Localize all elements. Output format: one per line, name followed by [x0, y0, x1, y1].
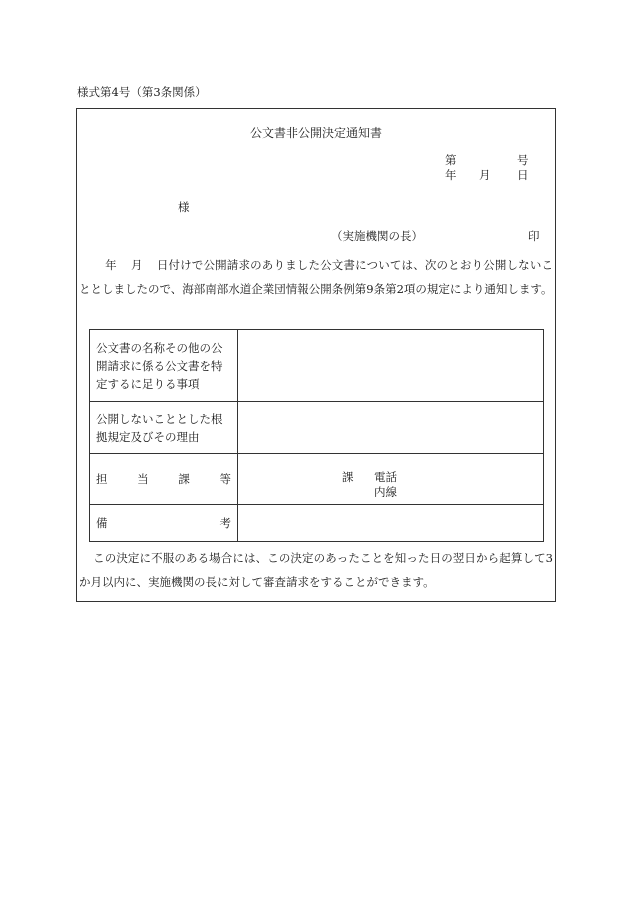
body-paragraph: [79, 254, 553, 301]
seal-mark: 印: [528, 229, 540, 243]
table-row: [90, 402, 544, 454]
details-table: [89, 329, 544, 542]
date-day: 日: [517, 168, 529, 182]
label-char: 備: [96, 516, 108, 530]
body-text: 日付けで公開請求のありました公文書については、次のとおり公開しないこととしましたので、海部南部水道企業団情報公開条例第9条第2項の規定により通知します。: [79, 258, 553, 296]
document-title: 公文書非公開決定通知書: [249, 126, 382, 140]
label-char: 課: [178, 472, 190, 486]
row-label: [90, 454, 238, 505]
label-char: 当: [137, 472, 149, 486]
appeal-note: [79, 547, 553, 594]
row-value: [238, 505, 544, 542]
label-char: 担: [96, 472, 108, 486]
row-label: 公開しないこととした根拠規定及びその理由: [90, 402, 238, 454]
table-row: [90, 505, 544, 542]
contact-phone: 電話: [374, 470, 397, 484]
row-label: [90, 505, 238, 542]
table-row: [90, 454, 544, 505]
body-year: 年: [105, 258, 117, 272]
doc-number-suffix: 号: [517, 153, 529, 167]
doc-number-prefix: 第: [445, 153, 457, 167]
issuer: （実施機関の長）: [331, 229, 423, 243]
addressee-suffix: 様: [178, 200, 190, 214]
contact-extension: 内線: [374, 485, 397, 499]
body-month: 月: [130, 258, 143, 272]
date-month: 月: [479, 168, 491, 182]
table-row: [90, 330, 544, 402]
row-label: 公文書の名称その他の公開請求に係る公文書を特定するに足りる事項: [90, 330, 238, 402]
row-value: [238, 402, 544, 454]
contact-cell: [238, 454, 544, 505]
form-number: 様式第4号（第3条関係）: [77, 85, 207, 99]
contact-section: 課: [342, 470, 354, 484]
notice-frame: [76, 108, 556, 602]
date-year: 年: [445, 168, 457, 182]
label-char: 等: [219, 472, 231, 486]
row-value: [238, 330, 544, 402]
appeal-note-text: この決定に不服のある場合には、この決定のあったことを知った日の翌日から起算して3か月以内に、実施機関の長に対して審査請求をすることができます。: [79, 551, 553, 589]
label-char: 考: [219, 516, 231, 530]
